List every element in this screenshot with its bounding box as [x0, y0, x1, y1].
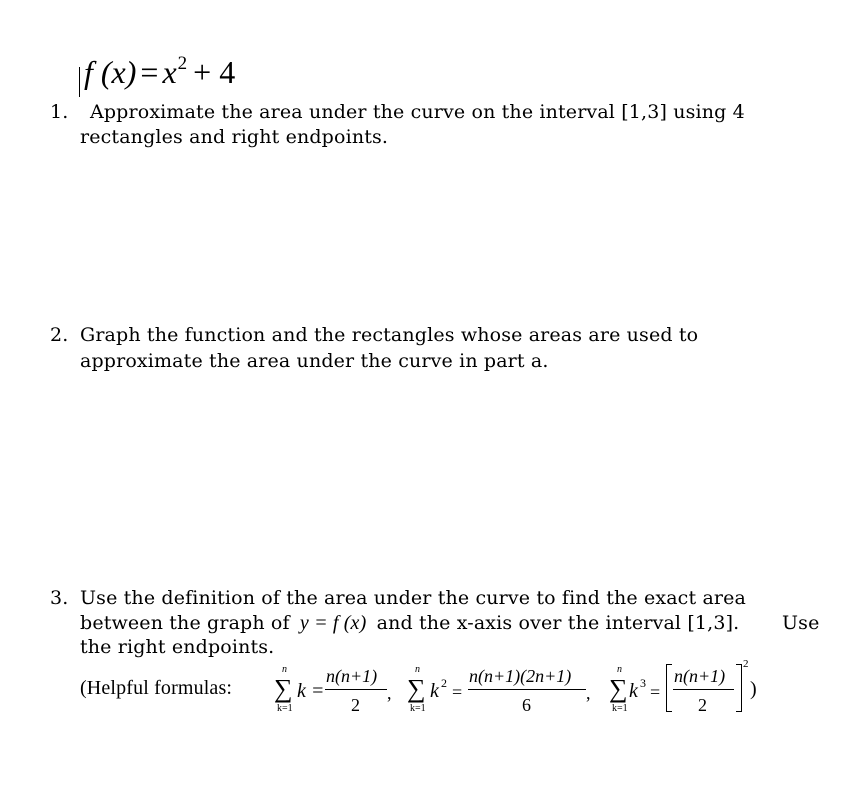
sum-2-lower-limit: k=1 [410, 703, 426, 714]
question-3-line-2-post: and the x-axis over the interval [1,3]. [376, 612, 740, 634]
equals-sign: = [140, 54, 159, 90]
question-1 [50, 100, 68, 125]
question-2-text-line-2: approximate the area under the curve in part a. [80, 350, 549, 372]
question-3-line-2-tail: Use [782, 612, 820, 634]
sum-2-fraction-bar [468, 689, 586, 690]
function-exponent: 2 [177, 53, 188, 75]
function-definition [84, 54, 235, 91]
function-base: x [162, 54, 177, 90]
sum-2-equals: = [452, 682, 463, 702]
left-bracket [666, 664, 672, 712]
sum-3-lower-limit: k=1 [612, 703, 628, 714]
sum-3-upper-limit: n [617, 664, 622, 675]
sum-2-exponent: 2 [441, 676, 447, 690]
sum-2-upper-limit: n [415, 664, 420, 675]
sum-1-term: k = [297, 680, 325, 702]
sum-1-fraction-bar [325, 689, 387, 690]
question-3-text-line-2 [80, 611, 739, 636]
sum-1-separator: , [387, 683, 392, 703]
sum-3-outer-exponent: 2 [743, 658, 749, 670]
question-2-number: 2. [50, 324, 69, 346]
function-lhs: f (x) [84, 54, 137, 90]
sum-1-lower-limit: k=1 [277, 703, 293, 714]
sum-3-exponent: 3 [640, 676, 646, 690]
helpful-formulas-label: (Helpful formulas: [80, 677, 233, 699]
sum-2-sigma: ∑ [407, 674, 426, 703]
question-2-text-line-1: Graph the function and the rectangles whose areas are used to [80, 324, 699, 346]
text-cursor [79, 67, 80, 97]
sum-1-denominator: 2 [351, 695, 360, 715]
sum-3-equals: = [650, 682, 661, 702]
sum-1-sigma: ∑ [274, 674, 293, 703]
function-rest: + 4 [193, 54, 236, 90]
sum-3-fraction-bar [673, 689, 734, 690]
question-1-text-line-2: rectangles and right endpoints. [80, 126, 389, 148]
sum-3-term: k [629, 680, 638, 702]
helpful-formulas-closing-paren: ) [750, 678, 757, 700]
question-3-number: 3. [50, 587, 69, 609]
sum-3-denominator: 2 [698, 695, 707, 715]
sum-3-numerator: n(n+1) [674, 666, 726, 686]
question-1-number: 1. [50, 101, 69, 123]
question-3-text-line-1: Use the definition of the area under the curve to find the exact area [80, 587, 747, 609]
question-3-line-2-pre: between the graph of [80, 612, 290, 634]
sum-3-sigma: ∑ [609, 674, 628, 703]
right-bracket [736, 664, 742, 712]
question-3-math-y-f-x: y = f (x) [299, 612, 367, 634]
sum-2-term: k [430, 680, 439, 702]
question-1-text-line-1: Approximate the area under the curve on the interval [1,3] using 4 [90, 101, 745, 123]
sum-1-upper-limit: n [282, 664, 287, 675]
sum-2-numerator: n(n+1)(2n+1) [469, 666, 572, 686]
sum-2-denominator: 6 [522, 695, 531, 715]
sum-2-separator: , [586, 683, 591, 703]
question-3-text-line-3: the right endpoints. [80, 636, 275, 658]
sum-1-numerator: n(n+1) [326, 666, 378, 686]
